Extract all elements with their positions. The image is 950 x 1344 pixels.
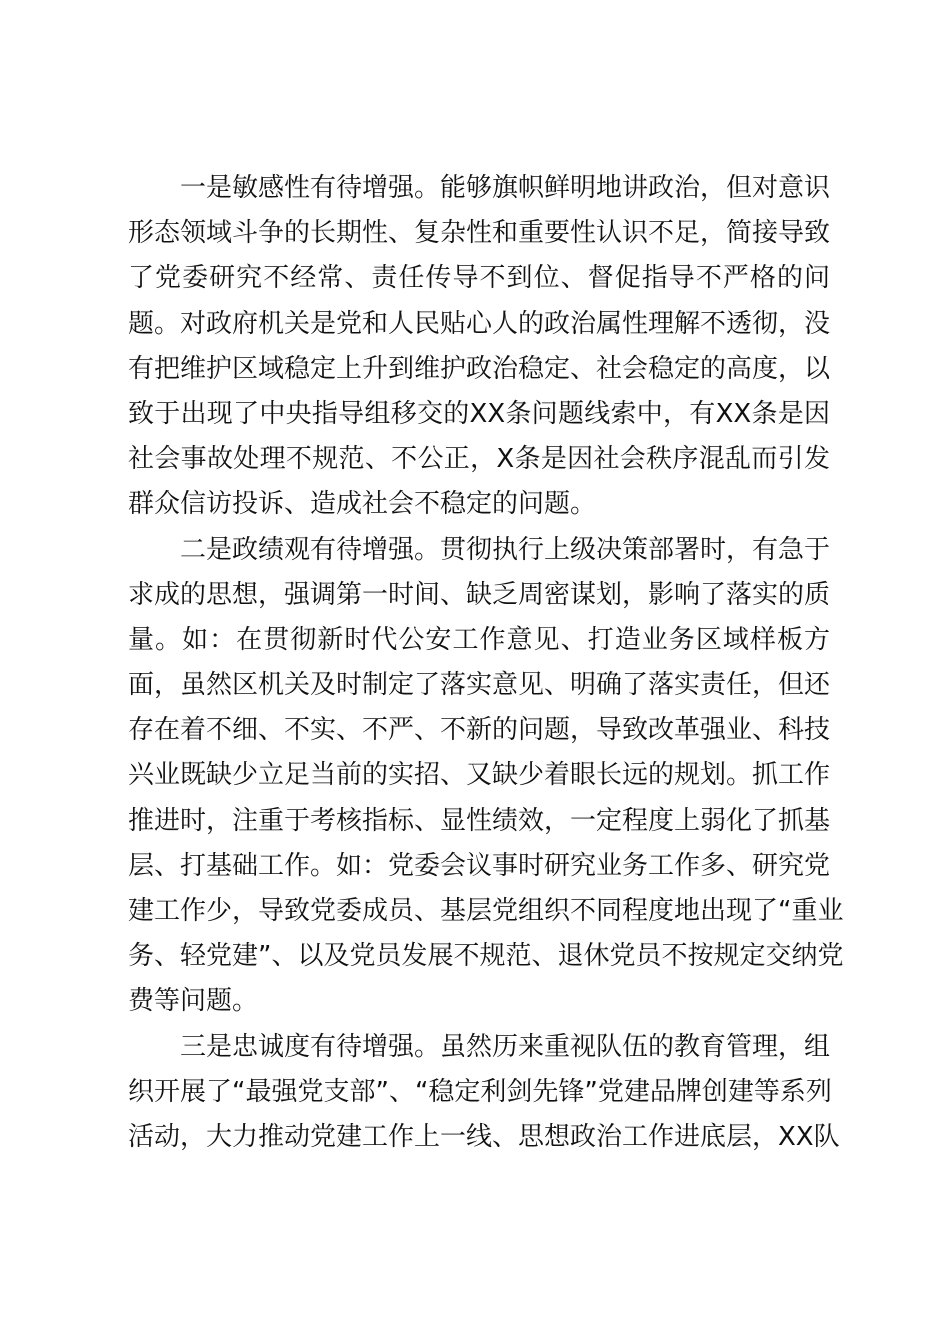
text-line: 形态领域斗争的长期性、复杂性和重要性认识不足，简接导致 (128, 218, 831, 249)
text-line: 推进时，注重于考核指标、显性绩效，一定程度上弱化了抓基 (128, 805, 831, 836)
text-line: 活动，大力推动党建工作上一线、思想政治工作进底层，XX队 (128, 1121, 840, 1152)
text-line: 有把维护区域稳定上升到维护政治稳定、社会稳定的高度，以 (128, 353, 831, 384)
text-line: 存在着不细、不实、不严、不新的问题，导致改革强业、科技 (128, 715, 831, 746)
paragraph-performance-view (128, 528, 844, 1025)
text-line: 费等问题。 (128, 986, 259, 1017)
text-line: 致于出现了中央指导组移交的XX条问题线索中，有XX条是因 (128, 398, 830, 429)
text-line: 三是忠诚度有待增强。虽然历来重视队伍的教育管理，组 (180, 1031, 831, 1062)
text-line: 了党委研究不经常、责任传导不到位、督促指导不严格的问 (128, 263, 830, 294)
text-line: 兴业既缺少立足当前的实招、又缺少着眼长远的规划。抓工作 (128, 760, 831, 791)
text-line: 建工作少，导致党委成员、基层党组织不同程度地出现了“重业 (128, 896, 844, 926)
text-line: 务、轻党建”、以及党员发展不规范、退休党员不按规定交纳党 (128, 941, 844, 972)
text-line: 层、打基础工作。如：党委会议事时研究业务工作多、研究党 (128, 850, 831, 881)
text-line: 社会事故处理不规范、不公正，X条是因社会秩序混乱而引发 (128, 444, 830, 475)
paragraph-loyalty (128, 1025, 840, 1161)
text-line: 一是敏感性有待增强。能够旗帜鲜明地讲政治，但对意识 (180, 173, 831, 203)
paragraph-sensitivity (128, 166, 830, 528)
text-line: 织开展了“最强党支部”、“稳定利剑先锋”党建品牌创建等系列 (128, 1076, 832, 1107)
text-line: 量。如：在贯彻新时代公安工作意见、打造业务区域样板方 (128, 624, 830, 655)
text-line: 求成的思想，强调第一时间、缺乏周密谋划，影响了落实的质 (128, 579, 831, 610)
text-line: 二是政绩观有待增强。贯彻执行上级决策部署时，有急于 (180, 534, 831, 565)
text-line: 面，虽然区机关及时制定了落实意见、明确了落实责任，但还 (128, 670, 831, 701)
document-body (128, 166, 844, 1160)
text-line: 群众信访投诉、造成社会不稳定的问题。 (128, 489, 597, 520)
text-line: 题。对政府机关是党和人民贴心人的政治属性理解不透彻，没 (128, 308, 831, 339)
